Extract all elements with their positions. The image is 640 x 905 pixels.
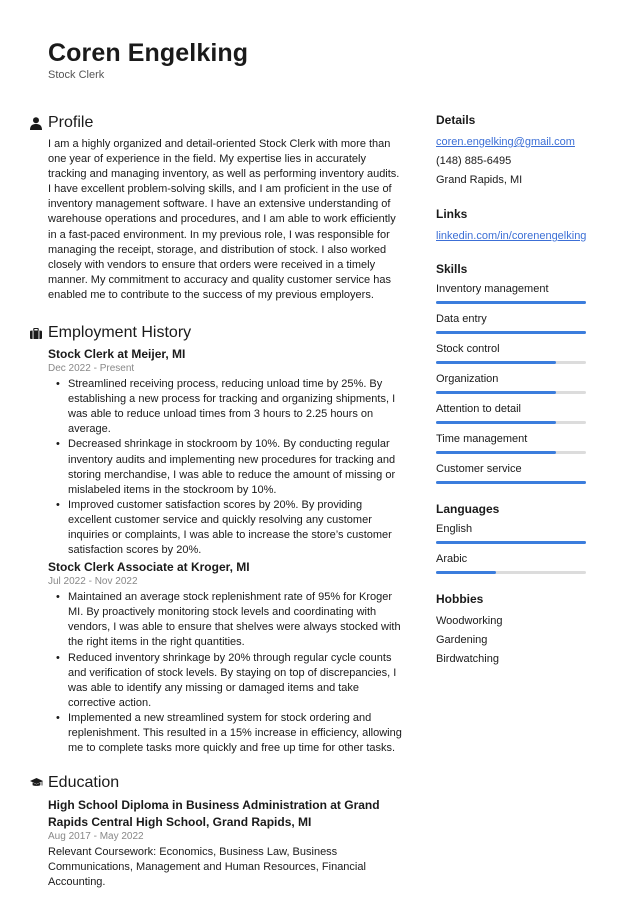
language-level-bar <box>436 571 586 574</box>
list-item: • Maintained an average stock replenishment rate of 95% for Kroger MI. By proactively monitoring stock levels and coordinating with vendors, I was able to ensure that shelves were always stocked with the right items in the right quantities. <box>56 590 402 650</box>
skill-level-fill <box>436 361 556 364</box>
email-link[interactable]: coren.engelking@gmail.com <box>436 136 575 148</box>
links-section <box>436 206 588 246</box>
skill-level-bar <box>436 361 586 364</box>
list-item <box>436 552 588 574</box>
list-item: • Decreased shrinkage in stockroom by 10%. By conducting regular inventory audits and implementing new procedures for tracking and storing merchandise, I was able to reduce the amount of missing or mislabeled items in the stockroom by 10%. <box>56 437 402 497</box>
skill-name: Time management <box>436 433 528 445</box>
job-date: Jul 2022 - Nov 2022 <box>48 576 138 588</box>
skills-heading: Skills <box>436 262 468 276</box>
briefcase-icon <box>30 325 48 341</box>
skill-name: Inventory management <box>436 283 549 295</box>
skill-level-bar <box>436 421 586 424</box>
skill-level-bar <box>436 391 586 394</box>
employment-heading-row <box>30 322 402 344</box>
profile-section <box>30 112 402 303</box>
employment-heading: Employment History <box>48 324 192 342</box>
phone-number: (148) 885-6495 <box>436 155 512 167</box>
list-item <box>436 342 588 364</box>
skills-section <box>436 261 588 484</box>
list-item <box>436 432 588 454</box>
person-icon <box>30 115 48 131</box>
graduation-cap-icon <box>30 775 48 791</box>
list-item: Gardening <box>436 634 488 646</box>
job-bullets <box>56 377 402 558</box>
linkedin-link[interactable]: linkedin.com/in/corenengelking <box>436 230 587 242</box>
skill-level-fill <box>436 481 586 484</box>
language-name: English <box>436 523 473 535</box>
language-level-fill <box>436 541 586 544</box>
education-date: Aug 2017 - May 2022 <box>48 831 144 843</box>
list-item: Woodworking <box>436 615 503 627</box>
education-heading-row <box>30 772 402 794</box>
education-entry <box>48 797 402 890</box>
list-item <box>436 402 588 424</box>
candidate-name: Coren Engelking <box>48 39 249 67</box>
skill-level-fill <box>436 391 556 394</box>
list-item: • Reduced inventory shrinkage by 20% through regular cycle counts and verification of stock levels. By staying on top of discrepancies, I was able to identify any missing or damaged items and take corrective action. <box>56 651 402 711</box>
education-section <box>30 772 402 890</box>
main-column <box>30 112 402 890</box>
education-text: Relevant Coursework: Economics, Business Law, Business Communications, Management and Human Resources, Financial Accounting. <box>48 846 366 889</box>
employment-section <box>30 322 402 756</box>
language-level-fill <box>436 571 496 574</box>
profile-heading-row <box>30 112 402 134</box>
languages-heading: Languages <box>436 502 500 516</box>
skill-name: Data entry <box>436 313 487 325</box>
languages-list <box>436 522 588 574</box>
resume-header <box>48 38 248 81</box>
job-date: Dec 2022 - Present <box>48 363 135 375</box>
skill-level-bar <box>436 331 586 334</box>
list-item: Birdwatching <box>436 653 499 665</box>
location: Grand Rapids, MI <box>436 174 523 186</box>
profile-heading: Profile <box>48 114 94 131</box>
hobbies-section <box>436 591 588 669</box>
list-item <box>436 282 588 304</box>
job-title: Stock Clerk at Meijer, MI <box>48 347 186 362</box>
links-heading: Links <box>436 207 468 221</box>
candidate-title: Stock Clerk <box>48 69 105 81</box>
skill-name: Organization <box>436 373 499 385</box>
skill-level-bar <box>436 301 586 304</box>
list-item <box>436 462 588 484</box>
languages-section <box>436 501 588 574</box>
list-item: • Streamlined receiving process, reducing unload time by 25%. By establishing a new process for tracking and organizing shipments, I was able to reduce unload times from 3 hours to 2.25 hours on average. <box>56 377 402 437</box>
list-item <box>436 312 588 334</box>
list-item <box>436 522 588 544</box>
education-title: High School Diploma in Business Administration at Grand Rapids Central High School, Grand Rapids, MI <box>48 798 380 829</box>
skill-name: Stock control <box>436 343 500 355</box>
details-section <box>436 112 588 190</box>
job-entry <box>48 346 402 558</box>
skill-level-fill <box>436 331 586 334</box>
education-heading: Education <box>48 774 120 792</box>
language-name: Arabic <box>436 553 468 565</box>
list-item: • Improved customer satisfaction scores by 20%. By providing excellent customer service and quickly resolving any customer inquiries or complaints, I was able to increase the store’s customer satisfaction scores by 20%. <box>56 498 402 558</box>
profile-text: I am a highly organized and detail-oriented Stock Clerk with more than one year of experience in the field. My expertise lies in accurately tracking and managing inventory, as well as performing inventory audits. I have excellent problem-solving skills, and I am proficient in the use of inventory management software. I have an extensive understanding of warehouse operations and procedures, and I am able to work efficiently in a fast-paced environment. In my previous role, I was responsible for managing the receipt, storage, and distribution of stock. I also worked closely with vendors to ensure that orders were received in a timely manner. My commitment to accuracy and quality customer service has enabled me to contribute to the success of my previous employers. <box>48 138 400 301</box>
skill-level-fill <box>436 301 586 304</box>
sidebar-column <box>436 112 588 669</box>
job-bullets <box>56 590 402 756</box>
skills-list <box>436 282 588 484</box>
skill-name: Attention to detail <box>436 403 522 415</box>
skill-level-fill <box>436 451 556 454</box>
skill-level-bar <box>436 481 586 484</box>
list-item <box>436 372 588 394</box>
skill-level-bar <box>436 451 586 454</box>
skill-level-fill <box>436 421 556 424</box>
job-entry <box>48 559 402 756</box>
language-level-bar <box>436 541 586 544</box>
list-item: • Implemented a new streamlined system for stock ordering and replenishment. This resulted in a 15% increase in efficiency, allowing me to complete tasks more quickly and free up time for other tasks. <box>56 711 402 756</box>
hobbies-heading: Hobbies <box>436 592 484 606</box>
skill-name: Customer service <box>436 463 522 475</box>
details-heading: Details <box>436 113 476 127</box>
job-title: Stock Clerk Associate at Kroger, MI <box>48 560 250 575</box>
